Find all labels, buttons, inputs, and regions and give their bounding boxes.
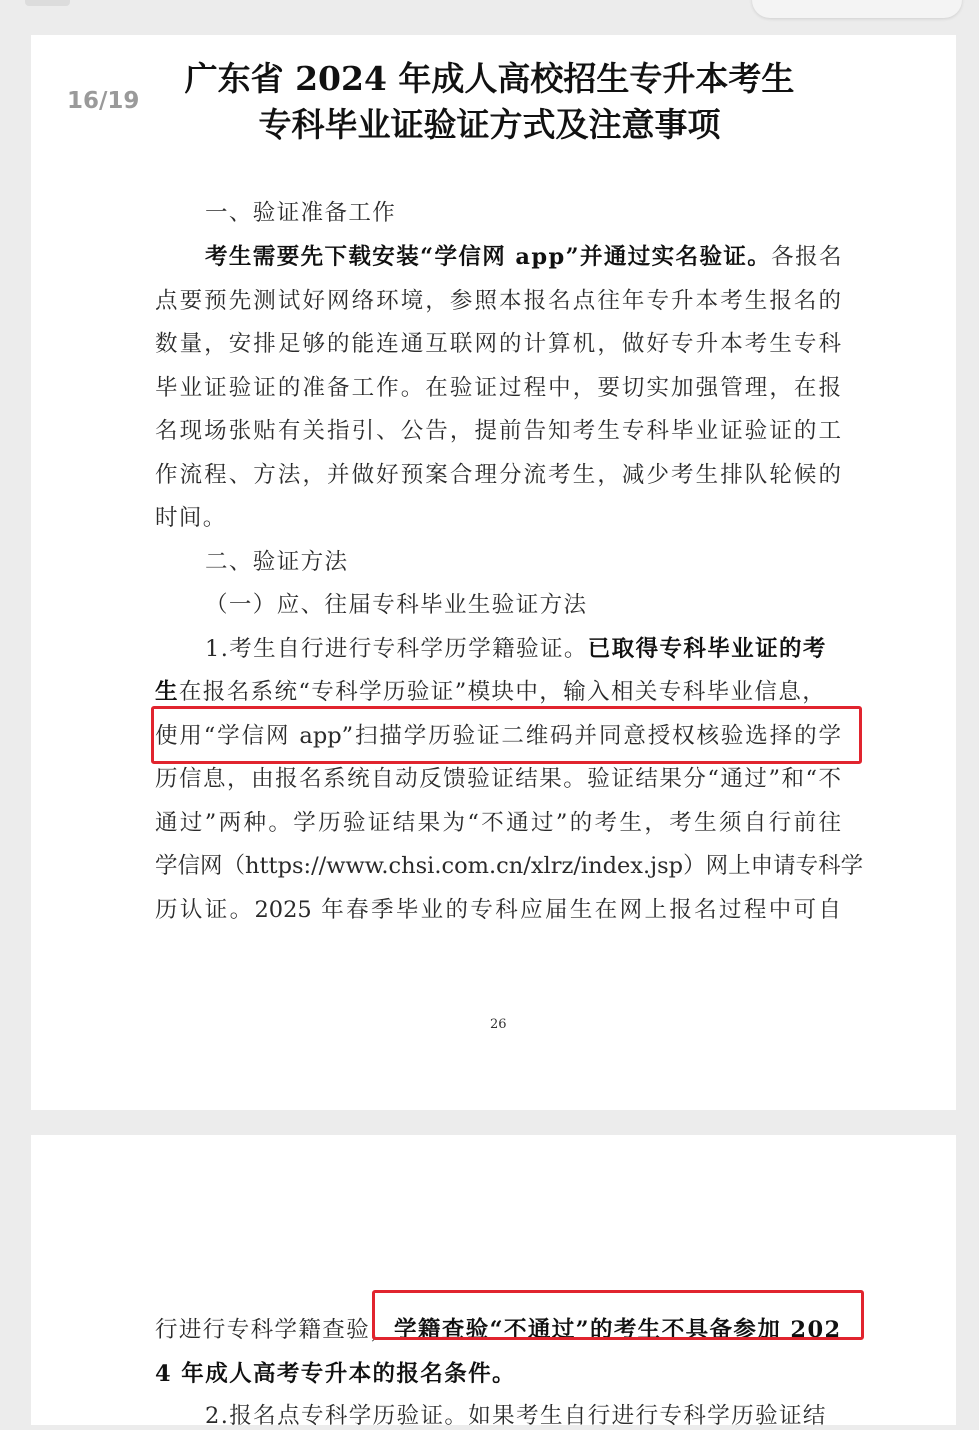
p1-line6: 作流程、方法，并做好预案合理分流考生，减少考生排队轮候的	[155, 462, 841, 488]
document-title-line2: 专科毕业证验证方式及注意事项	[258, 105, 721, 144]
p1-line1-rest: 各报名	[771, 244, 843, 270]
toolbar-pill-button[interactable]	[752, 0, 962, 18]
page2-line2	[155, 1356, 516, 1388]
page-counter: 16/19	[67, 88, 140, 114]
page2-line1-normal: 行进行专科学籍查验，	[155, 1317, 395, 1343]
p1-line5: 名现场张贴有关指引、公告，提前告知考生专科毕业证验证的工	[155, 418, 841, 444]
p1-line1	[205, 239, 843, 271]
p2-line4: 历信息，由报名系统自动反馈验证结果。验证结果分“通过”和“不	[155, 766, 841, 792]
subsection1-heading: （一）应、往届专科毕业生验证方法	[205, 592, 588, 618]
p2-line6: 学信网（https://www.chsi.com.cn/xlrz/index.jsp）网上申请专科学	[155, 853, 864, 879]
p2-line1	[205, 631, 827, 663]
page2-line1-bold: 学籍查验“不通过”的考生不具备参加 202	[394, 1317, 842, 1343]
p2-line1-bold: 已取得专科毕业证的考	[587, 636, 827, 662]
p1-bold-lead: 考生需要先下载安装“学信网 app”并通过实名验证。	[205, 244, 772, 270]
page-number: 26	[490, 1017, 507, 1032]
p1-line2: 点要预先测试好网络环境，参照本报名点往年专升本考生报名的	[155, 288, 841, 314]
p1-line4: 毕业证验证的准备工作。在验证过程中，要切实加强管理，在报	[155, 375, 841, 401]
p2-line7: 历认证。2025 年春季毕业的专科应届生在网上报名过程中可自	[155, 897, 841, 923]
p2-line3: 使用“学信网 app”扫描学历验证二维码并同意授权核验选择的学	[155, 723, 841, 749]
p1-line3: 数量，安排足够的能连通互联网的计算机，做好专升本考生专科	[155, 331, 841, 357]
p1-line7: 时间。	[155, 505, 227, 531]
document-title-line1: 广东省 2024 年成人高校招生专升本考生	[184, 59, 795, 98]
p2-line2-bold: 生	[155, 679, 179, 705]
page2-line3: 2.报名点专科学历验证。如果考生自行进行专科学历验证结	[205, 1403, 827, 1429]
p2-line2	[155, 674, 826, 706]
page2-line2-bold: 4 年成人高考专升本的报名条件。	[155, 1361, 516, 1387]
p2-line5: 通过”两种。学历验证结果为“不通过”的考生，考生须自行前往	[155, 810, 841, 836]
document-page-1	[31, 35, 956, 1110]
red-highlight-box-not-eligible	[372, 1290, 864, 1340]
section2-heading: 二、验证方法	[205, 549, 349, 575]
red-highlight-box-qr-scan	[151, 706, 862, 764]
p2-line2-rest: 在报名系统“专科学历验证”模块中，输入相关专科毕业信息，	[178, 679, 827, 705]
section1-heading: 一、验证准备工作	[205, 200, 397, 226]
status-bar-cap	[25, 0, 70, 6]
top-bar	[0, 0, 979, 30]
p2-line1-normal: 1.考生自行进行专科学历学籍验证。	[205, 636, 588, 662]
